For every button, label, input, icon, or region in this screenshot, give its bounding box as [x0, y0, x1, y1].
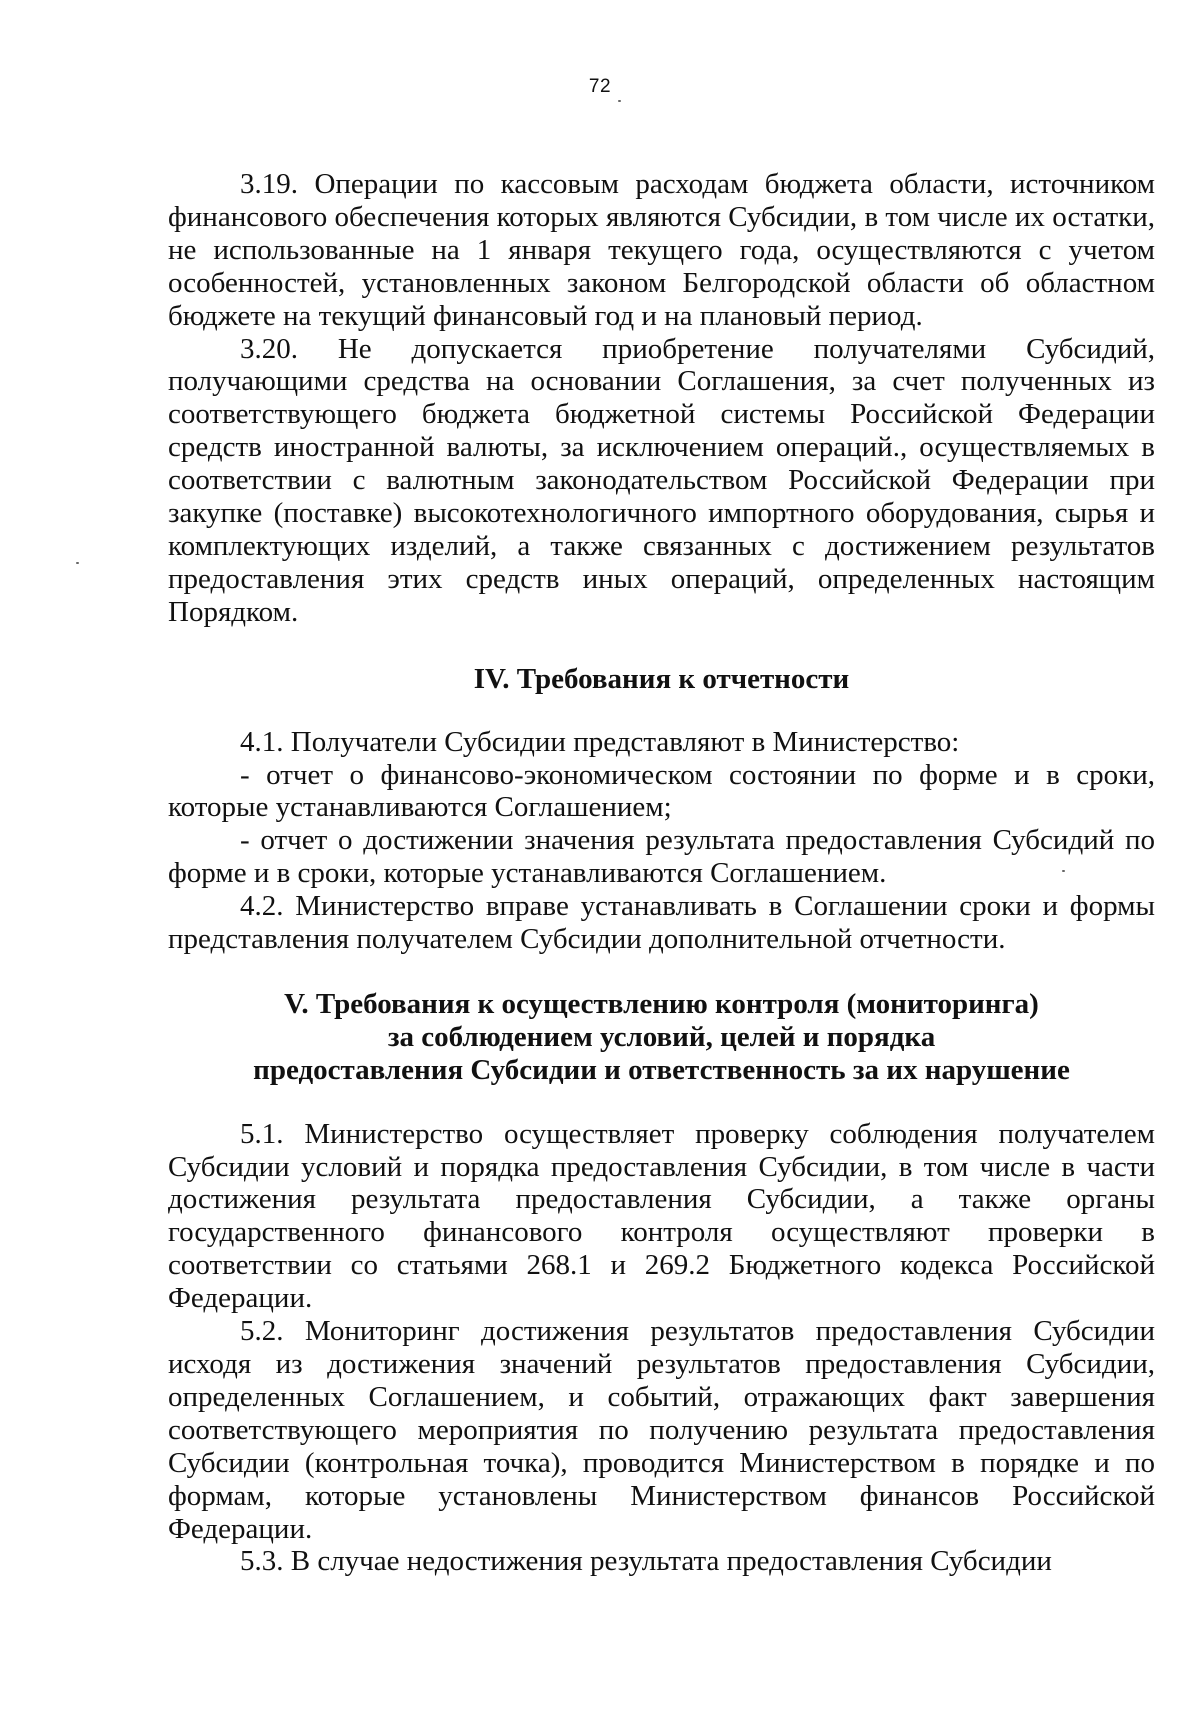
- section-5-heading-line-1: V. Требования к осуществлению контроля (мониторинга): [284, 987, 1039, 1020]
- paragraph-3-20: 3.20. Не допускается приобретение получателями Субсидий, получающими средства на основании Соглашения, за счет полученных из соответствующего бюджета бюджетной системы Российской Федерации средств иностранной валюты, за исключением операций., осуществляемых в соответствии с валютным законодательством Российской Федерации при закупке (поставке) высокотехнологичного импортного оборудования, сырья и комплектующих изделий, а также связанных с достижением результатов предоставления этих средств иных операций, определенных настоящим Порядком.: [168, 332, 1155, 628]
- paragraph-3-19: 3.19. Операции по кассовым расходам бюджета области, источником финансового обеспечения которых являются Субсидии, в том числе их остатки, не использованные на 1 января текущего года, осуществляются с учетом особенностей, установленных законом Белгородской области об областном бюджете на текущий финансовый год и на плановый период.: [168, 168, 1155, 332]
- paragraph-5-1: 5.1. Министерство осуществляет проверку соблюдения получателем Субсидии условий и порядка предоставления Субсидии, в том числе в части достижения результата предоставления Субсидии, а также органы государственного финансового контроля осуществляют проверки в соответствии со статьями 268.1 и 269.2 Бюджетного кодекса Российской Федерации.: [168, 1117, 1155, 1315]
- paragraph-4-2: 4.2. Министерство вправе устанавливать в Соглашении сроки и формы представления получателем Субсидии дополнительной отчетности.: [168, 890, 1155, 956]
- section-5-heading-line-3: предоставления Субсидии и ответственность за их нарушение: [253, 1053, 1070, 1086]
- scan-speck: [618, 100, 621, 102]
- paragraph-5-2: 5.2. Мониторинг достижения результатов предоставления Субсидии исходя из достижения значений результатов предоставления Субсидии, определенных Соглашением, и событий, отражающих факт завершения соответствующего мероприятия по получению результата предоставления Субсидии (контрольная точка), проводится Министерством в порядке и по формам, которые установлены Министерством финансов Российской Федерации.: [168, 1315, 1155, 1545]
- section-5-heading-line-2: за соблюдением условий, целей и порядка: [387, 1020, 936, 1053]
- scan-speck: [76, 562, 79, 564]
- section-4-heading: IV. Требования к отчетности: [473, 662, 850, 695]
- document-body: [168, 168, 1155, 1578]
- paragraph-5-3: 5.3. В случае недостижения результата предоставления Субсидии: [240, 1545, 1052, 1578]
- paragraph-4-1: 4.1. Получатели Субсидии представляют в Министерство:: [240, 725, 960, 758]
- paragraph-4-1-item-1: - отчет о финансово-экономическом состоянии по форме и в сроки, которые устанавливаются Соглашением;: [168, 758, 1155, 824]
- page-number: 72: [588, 76, 612, 97]
- paragraph-4-1-item-2: - отчет о достижении значения результата предоставления Субсидий по форме и в сроки, которые устанавливаются Соглашением.: [168, 824, 1155, 890]
